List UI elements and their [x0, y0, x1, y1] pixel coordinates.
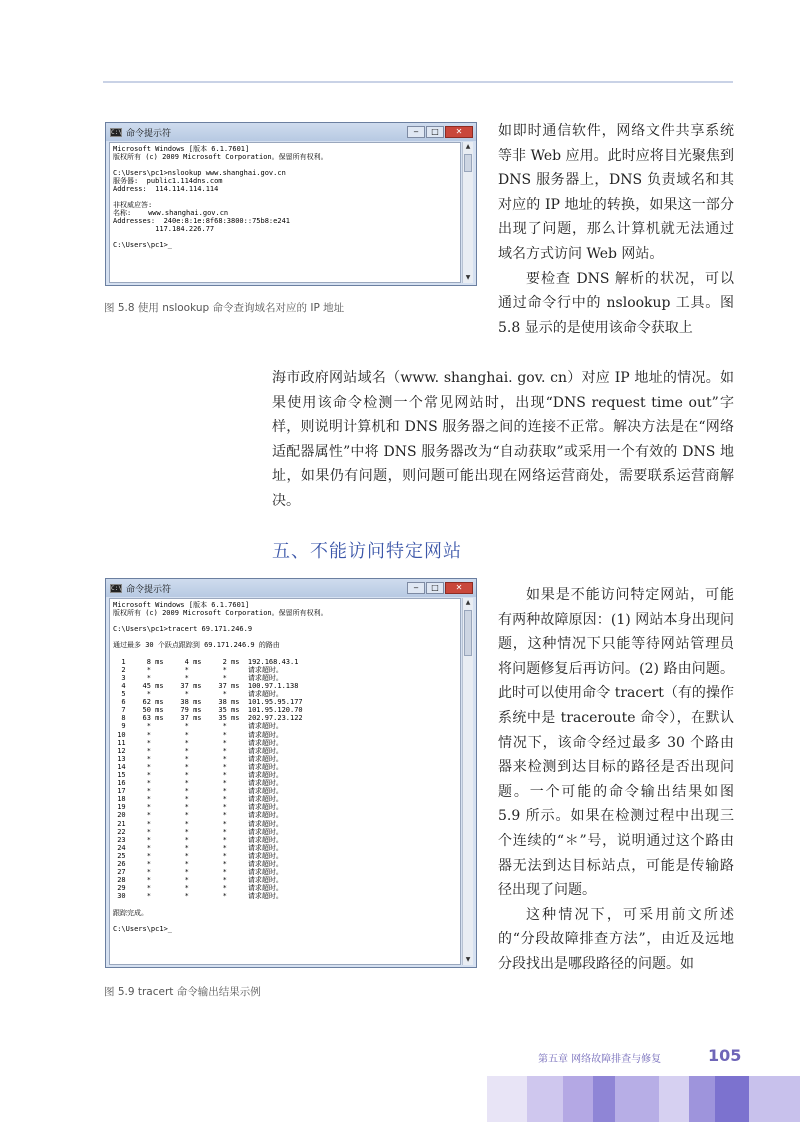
band-stripe — [749, 1076, 800, 1122]
scrollbar-thumb[interactable] — [464, 610, 472, 656]
band-stripe — [593, 1076, 615, 1122]
paragraph: 这种情况下，可采用前文所述的“分段故障排查方法”，由近及远地分段找出是哪段路径的问题。如 — [498, 906, 734, 972]
section-heading: 五、不能访问特定网站 — [272, 541, 462, 562]
console-text: Microsoft Windows [版本 6.1.7601] 版权所有 (c) 2009 Microsoft Corporation。保留所有权利。 C:\Users\pc1>nslookup www.shanghai.gov.cn 服务器: public1.114dns.com Address: 114.114.114.114 非权威应答: 名称: www.shanghai.gov.cn Addresses: 240e:8:1e:8f68:3800::75b8:e241 117.184.226.77 C:\Users\pc1>_ — [113, 145, 328, 249]
band-stripe — [659, 1076, 689, 1122]
text-block-3 — [498, 583, 734, 977]
band-stripe — [527, 1076, 563, 1122]
band-stripe — [615, 1076, 659, 1122]
nslookup-console-window — [105, 122, 477, 286]
maximize-icon[interactable]: □ — [426, 126, 444, 138]
paragraph: 如即时通信软件，网络文件共享系统等非 Web 应用。此时应将目光聚焦到 DNS 服务器上，DNS 负责域名和其对应的 IP 地址的转换，如果这一部分出现了问题，那么计算机就无法通过域名方式访问 Web 网站。 — [498, 123, 734, 262]
minimize-icon[interactable]: ‒ — [407, 582, 425, 594]
figure-5-9-caption: 图 5.9 tracert 命令输出结果示例 — [104, 986, 261, 998]
close-icon[interactable]: ✕ — [445, 582, 473, 594]
console-output — [109, 598, 461, 965]
scrollbar-thumb[interactable] — [464, 154, 472, 172]
band-stripe — [563, 1076, 593, 1122]
text-block-2 — [272, 366, 734, 514]
paragraph: 要检查 DNS 解析的状况，可以通过命令行中的 nslookup 工具。图 5.8 显示的是使用该命令获取上 — [498, 270, 734, 336]
console-text: Microsoft Windows [版本 6.1.7601] 版权所有 (c) 2009 Microsoft Corporation。保留所有权利。 C:\Users\pc1>tracert 69.171.246.9 通过最多 30 个跃点跟踪到 69.171.246.9 的路由 1 8 ms 4 ms 2 ms 192.168.43.1 2 * * * 请求超时。 3 * * * 请求超时。 4 45 ms 37 ms 37 ms 100.97.1.138 5 * * * 请求超时。 6 62 ms 38 ms 38 ms 101.95.95.177 7 50 ms 79 ms 35 ms 101.95.120.70 8 63 ms 37 ms 35 ms 202.97.23.122 9 * * * 请求超时。 10 * * * 请求超时。 11 * * * 请求超时。 12 * * * 请求超时。 13 * * * 请求超时。 14 * * * 请求超时。 15 * * * 请求超时。 16 * * * 请求超时。 17 * * * 请求超时。 18 * * * 请求超时。 19 * * * 请求超时。 20 * * * 请求超时。 21 * * * 请求超时。 22 * * * 请求超时。 23 * * * 请求超时。 24 * * * 请求超时。 25 * * * 请求超时。 26 * * * 请求超时。 27 * * * 请求超时。 28 * * * 请求超时。 29 * * * 请求超时。 30 * * * 请求超时。 跟踪完成。 C:\Users\pc1>_ — [113, 601, 328, 933]
band-stripe — [715, 1076, 749, 1122]
scroll-down-icon[interactable]: ▼ — [465, 956, 471, 963]
window-title: 命令提示符 — [126, 584, 172, 595]
decorative-color-band — [487, 1076, 800, 1122]
maximize-icon[interactable]: □ — [426, 582, 444, 594]
console-icon: C:\ — [111, 584, 122, 592]
scroll-up-icon[interactable]: ▲ — [465, 143, 471, 150]
header-rule — [103, 81, 733, 83]
text-block-1 — [498, 119, 734, 340]
scrollbar[interactable] — [462, 142, 473, 283]
band-stripe — [487, 1076, 527, 1122]
console-icon: C:\ — [111, 128, 122, 136]
minimize-icon[interactable]: ‒ — [407, 126, 425, 138]
figure-5-8-caption: 图 5.8 使用 nslookup 命令查询域名对应的 IP 地址 — [104, 302, 345, 314]
paragraph: 如果是不能访问特定网站，可能有两种故障原因：(1) 网站本身出现问题，这种情况下只能等待网站管理员将问题修复后再访问。(2) 路由问题。此时可以使用命令 tracert（有的操作系统中是 traceroute 命令），在默认情况下，该命令经过最多 30 个路由器来检测到达目标的路径是否出现问题。一个可能的命令输出结果如图 5.9 所示。如果在检测过程中出现三个连续的“＊”号，说明通过这个路由器无法到达目标站点，可能是传输路径出现了问题。 — [498, 587, 734, 899]
band-stripe — [689, 1076, 715, 1122]
chapter-title: 第五章 网络故障排查与修复 — [538, 1054, 662, 1065]
scroll-up-icon[interactable]: ▲ — [465, 599, 471, 606]
paragraph: 海市政府网站域名（www. shanghai. gov. cn）对应 IP 地址的情况。如果使用该命令检测一个常见网站时，出现“DNS request time out”字样，则说明计算机和 DNS 服务器之间的连接不正常。解决方法是在“网络适配器属性”中将 DNS 服务器改为“自动获取”或采用一个有效的 DNS 地址，如果仍有问题，则问题可能出现在网络运营商处，需要联系运营商解决。 — [272, 370, 734, 509]
page-number: 105 — [708, 1046, 742, 1065]
window-title: 命令提示符 — [126, 128, 172, 139]
scrollbar[interactable] — [462, 598, 473, 965]
window-titlebar — [106, 123, 476, 141]
console-output — [109, 142, 461, 283]
close-icon[interactable]: ✕ — [445, 126, 473, 138]
scroll-down-icon[interactable]: ▼ — [465, 274, 471, 281]
tracert-console-window — [105, 578, 477, 968]
window-titlebar — [106, 579, 476, 597]
